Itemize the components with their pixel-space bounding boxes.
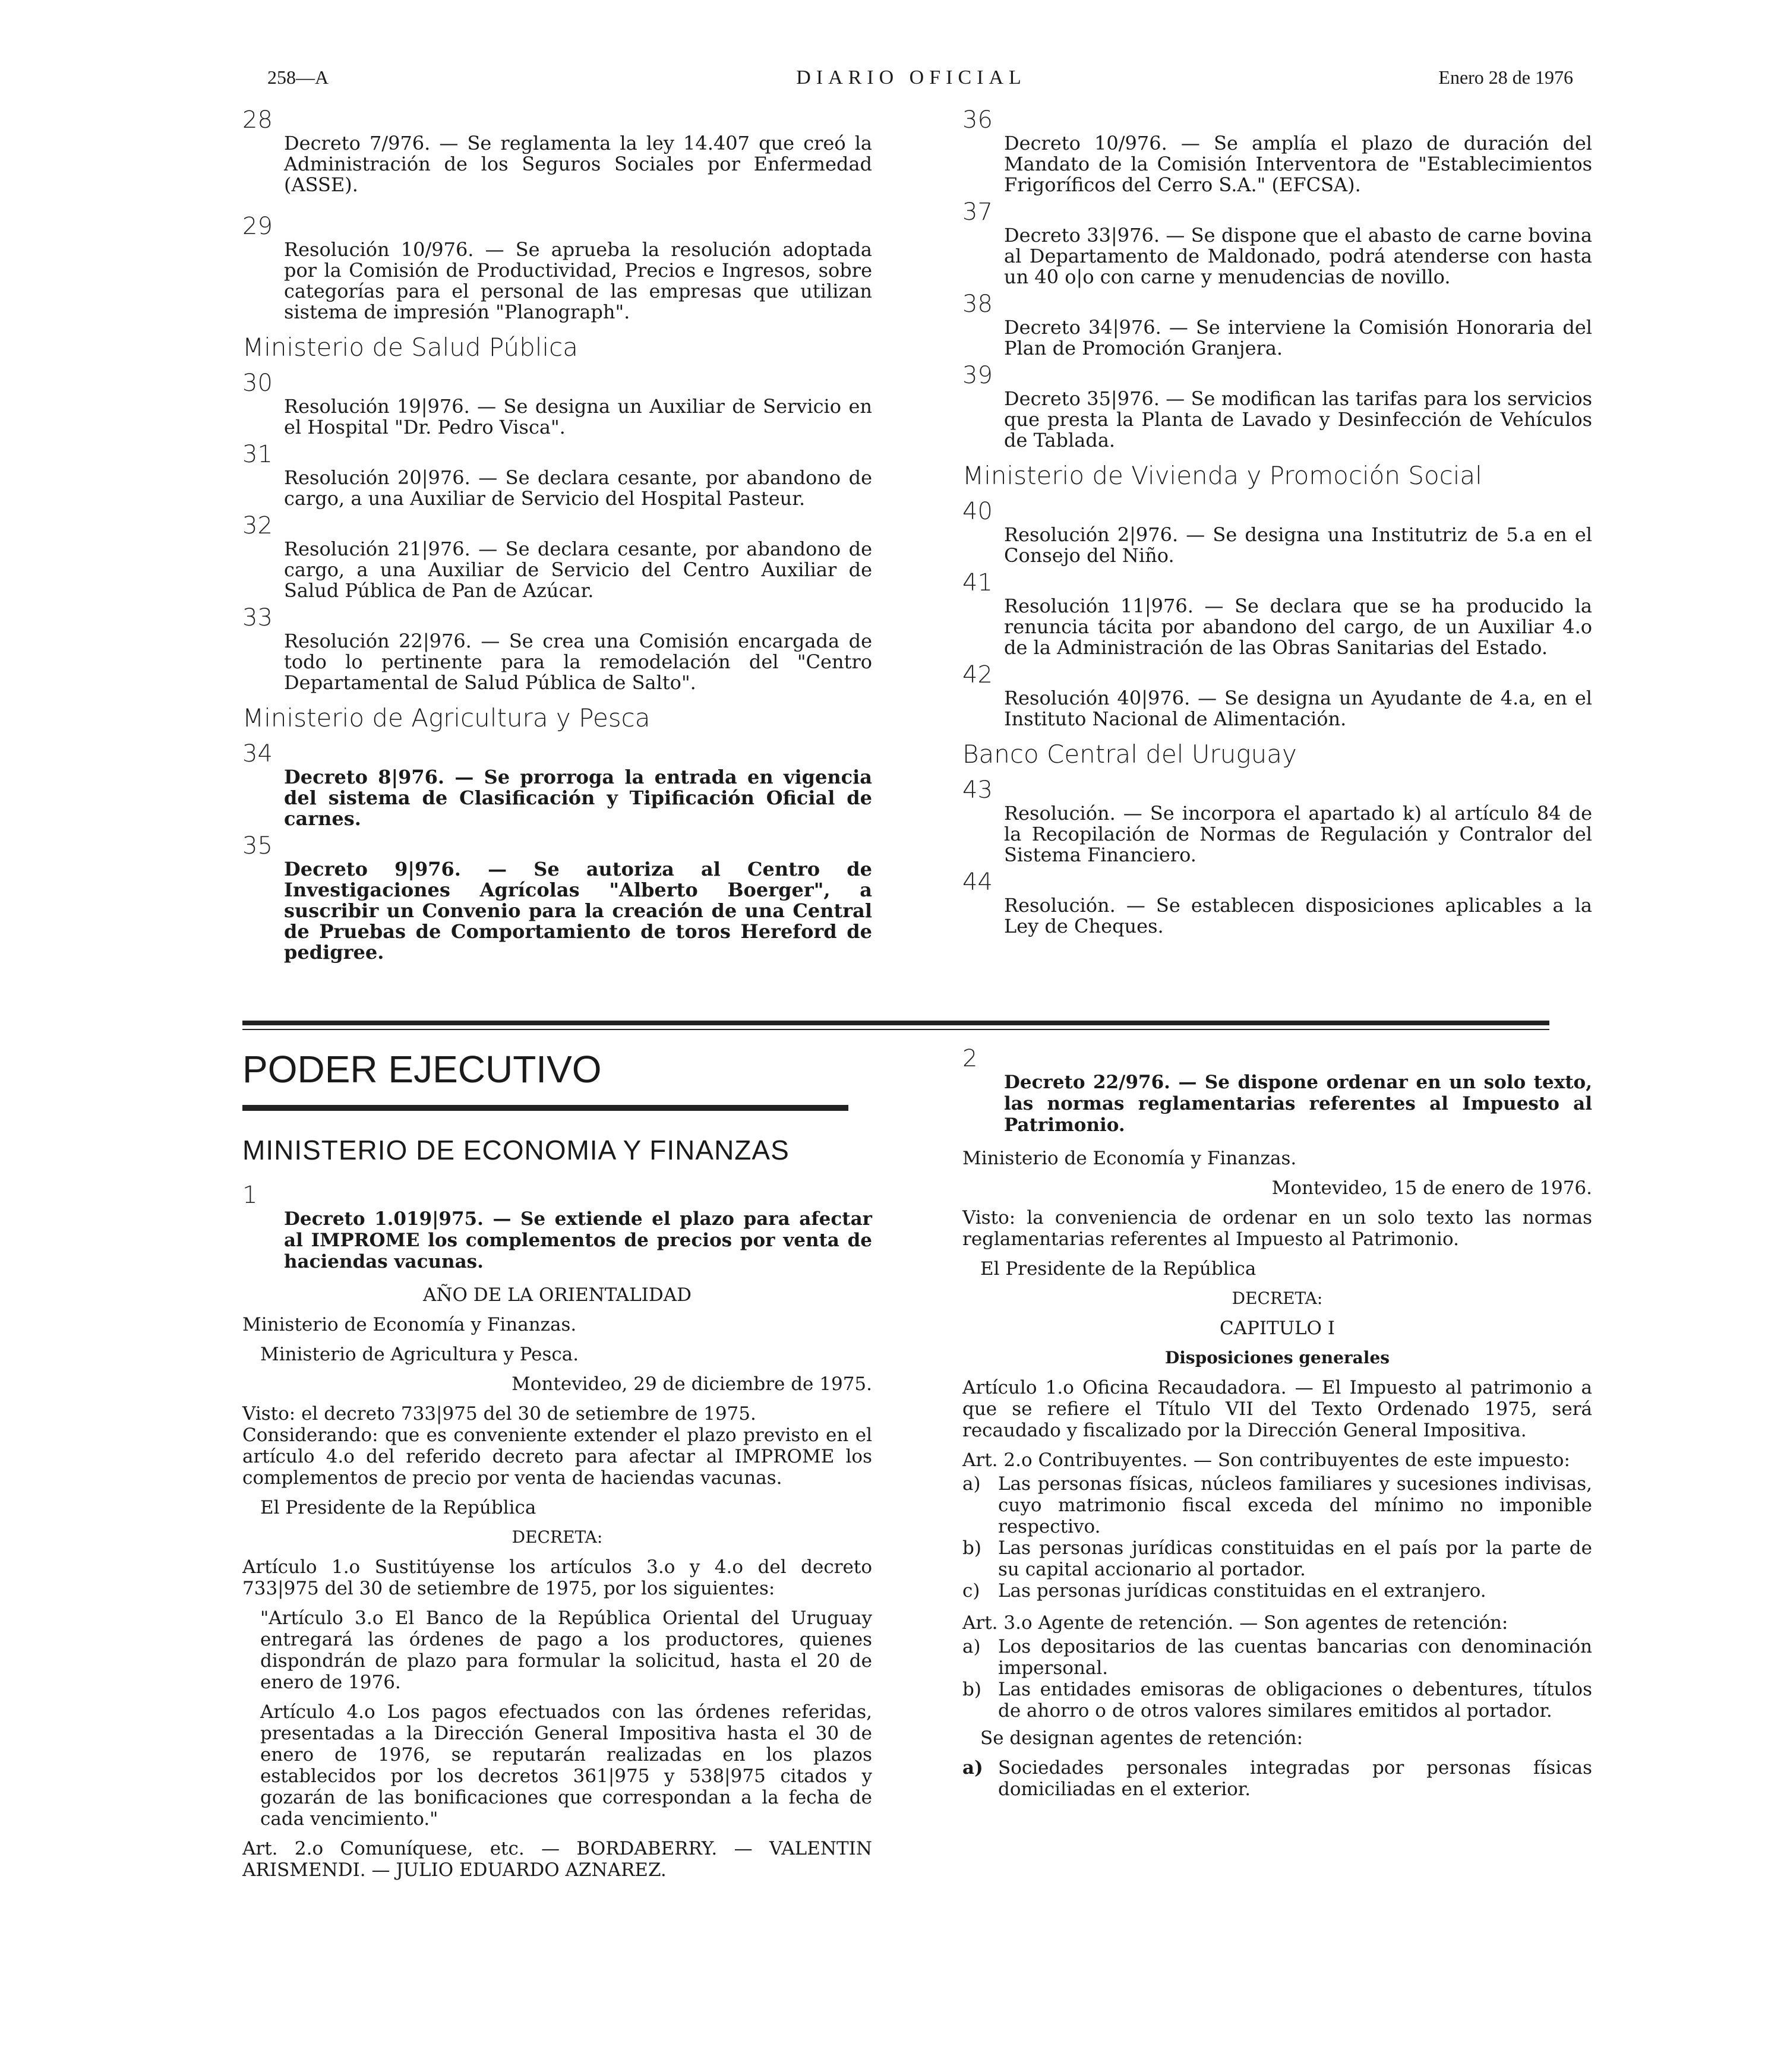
ministry-heading: Ministerio de Salud Pública bbox=[242, 333, 578, 362]
entry-text: Resolución 2|976. — Se designa una Institutriz de 5.a en el Consejo del Niño. bbox=[1004, 523, 1592, 567]
list-label: b) bbox=[962, 1679, 981, 1700]
entry-text: Resolución 20|976. — Se declara cesante, por abandono de cargo, a una Auxiliar de Servicio del Hospital Pasteur. bbox=[284, 466, 872, 510]
president-line: El Presidente de la República bbox=[980, 1258, 1256, 1280]
article-paragraph: Art. 2.o Comuníquese, etc. — BORDABERRY. — VALENTIN ARISMENDI. — JULIO EDUARDO AZNAREZ. bbox=[242, 1838, 872, 1881]
index-entry bbox=[242, 107, 872, 195]
place-date: Montevideo, 29 de diciembre de 1975. bbox=[512, 1373, 872, 1395]
list-text: Las personas jurídicas constituidas en el país por la parte de su capital accionario al portador. bbox=[998, 1537, 1592, 1580]
ministry-title: MINISTERIO DE ECONOMIA Y FINANZAS bbox=[242, 1135, 790, 1166]
list-label: a) bbox=[962, 1757, 983, 1779]
entry-text: Resolución. — Se establecen disposiciones aplicables a la Ley de Cheques. bbox=[1004, 894, 1592, 937]
section-divider bbox=[242, 1021, 1549, 1025]
article-paragraph: Artículo 1.o Oficina Recaudadora. — El Impuesto al patrimonio a que se refiere el Título VII del Texto Ordenado 1975, será recaudado y fiscalizado por la Dirección General Impositiva. bbox=[962, 1377, 1592, 1441]
entry-text: Decreto 9|976. — Se autoriza al Centro de Investigaciones Agrícolas "Alberto Boerger", a suscribir un Convenio para la creación de una Central de Pruebas de Comportamiento de toros Hereford de pedigree. bbox=[284, 858, 872, 964]
index-entry bbox=[962, 291, 1592, 359]
list-text: Las entidades emisoras de obligaciones o debentures, títulos de ahorro o de otros valores similares emitidos al portador. bbox=[998, 1679, 1592, 1722]
entry-text: Decreto 34|976. — Se interviene la Comisión Honoraria del Plan de Promoción Granjera. bbox=[1004, 316, 1592, 359]
right-index-column bbox=[962, 107, 1592, 940]
index-entry bbox=[242, 741, 872, 829]
entry-number: 42 bbox=[962, 661, 993, 688]
publication-title: DIARIO OFICIAL bbox=[796, 67, 1027, 89]
list-label: b) bbox=[962, 1537, 981, 1559]
page-header bbox=[250, 67, 1573, 96]
heading-bar bbox=[242, 1105, 848, 1111]
entry-text: Decreto 35|976. — Se modifican las tarifas para los servicios que presta la Planta de Lavado y Desinfección de Vehículos de Tablada. bbox=[1004, 387, 1592, 451]
entry-text: Resolución 22|976. — Se crea una Comisión encargada de todo lo pertinente para la remodelación del "Centro Departamental de Salud Pública de Salto". bbox=[284, 630, 872, 694]
list-item bbox=[962, 1580, 1592, 1602]
list-item bbox=[962, 1473, 1592, 1537]
considerando-paragraph: Considerando: que es conveniente extender el plazo previsto en el artículo 4.o del referido decreto para afectar al IMPROME los complementos de precio por venta de haciendas vacunas. bbox=[242, 1424, 872, 1489]
index-entry bbox=[962, 199, 1592, 288]
entry-number: 32 bbox=[242, 512, 273, 539]
quoted-article: Artículo 4.o Los pagos efectuados con las órdenes referidas, presentadas a la Dirección General Impositiva hasta el 30 de enero de 1976, se reputarán realizadas en los plazos establecidos por los decretos 361|975 y 538|975 citados y gozarán de las bonificaciones que correspondan a la fecha de cada vencimiento." bbox=[260, 1701, 872, 1830]
list-text: Sociedades personales integradas por personas físicas domiciliadas en el exterior. bbox=[998, 1757, 1592, 1800]
visto-paragraph: Visto: la conveniencia de ordenar en un solo texto las normas reglamentarias referentes al Impuesto al Patrimonio. bbox=[962, 1207, 1592, 1250]
lower-left-column bbox=[242, 1046, 872, 1889]
index-entry bbox=[242, 513, 872, 601]
list-text: Las personas físicas, núcleos familiares y sucesiones indivisas, cuyo matrimonio fiscal exceda del mínimo no imponible respectivo. bbox=[998, 1473, 1592, 1537]
article-paragraph: Artículo 1.o Sustitúyense los artículos 3.o y 4.o del decreto 733|975 del 30 de setiembre de 1975, por los siguientes: bbox=[242, 1556, 872, 1599]
ministry-line: Ministerio de Agricultura y Pesca. bbox=[260, 1344, 579, 1365]
chapter-subheading: Disposiciones generales bbox=[1164, 1348, 1390, 1367]
index-entry bbox=[242, 213, 872, 323]
index-entry bbox=[962, 570, 1592, 658]
president-line: El Presidente de la República bbox=[260, 1497, 536, 1518]
paragraph: Se designan agentes de retención: bbox=[980, 1727, 1303, 1749]
index-entry bbox=[962, 777, 1592, 866]
entry-text: Resolución 19|976. — Se designa un Auxiliar de Servicio en el Hospital "Dr. Pedro Visca". bbox=[284, 395, 872, 438]
index-entry bbox=[242, 605, 872, 693]
entry-number: 37 bbox=[962, 198, 993, 226]
list-item bbox=[962, 1636, 1592, 1679]
list-item bbox=[962, 1757, 1592, 1800]
entry-text: Resolución. — Se incorpora el apartado k) al artículo 84 de la Recopilación de Normas de Regulación y Contralor del Sistema Financiero. bbox=[1004, 802, 1592, 866]
ministry-heading: Ministerio de Agricultura y Pesca bbox=[242, 703, 651, 732]
item-summary: Decreto 22/976. — Se dispone ordenar en un solo texto, las normas reglamentarias referentes al Impuesto al Patrimonio. bbox=[1004, 1072, 1592, 1136]
list-label: a) bbox=[962, 1473, 981, 1495]
lower-right-column bbox=[962, 1046, 1592, 1800]
entry-number: 40 bbox=[962, 498, 993, 525]
entry-number: 34 bbox=[242, 740, 273, 767]
decreta-label: DECRETA: bbox=[1232, 1288, 1323, 1308]
entry-number: 28 bbox=[242, 106, 273, 134]
ministry-line: Ministerio de Economía y Finanzas. bbox=[242, 1314, 577, 1335]
index-entry bbox=[962, 662, 1592, 729]
entry-text: Decreto 8|976. — Se prorroga la entrada en vigencia del sistema de Clasificación y Tipificación Oficial de carnes. bbox=[284, 766, 872, 830]
item-number: 1 bbox=[242, 1182, 258, 1209]
entry-text: Decreto 10/976. — Se amplía el plazo de duración del Mandato de la Comisión Interventora de "Establecimientos Frigoríficos del Cerro S.A." (EFCSA). bbox=[1004, 132, 1592, 196]
entry-number: 36 bbox=[962, 106, 993, 134]
entry-number: 38 bbox=[962, 290, 993, 318]
entry-text: Resolución 21|976. — Se declara cesante, por abandono de cargo, a una Auxiliar de Servicio del Centro Auxiliar de Salud Pública de Pan de Azúcar. bbox=[284, 538, 872, 602]
index-entry bbox=[242, 833, 872, 963]
index-entry bbox=[242, 370, 872, 438]
index-entry bbox=[962, 362, 1592, 451]
item-summary: Decreto 1.019|975. — Se extiende el plazo para afectar al IMPROME los complementos de precios por venta de haciendas vacunas. bbox=[284, 1208, 872, 1272]
entry-number: 41 bbox=[962, 569, 993, 596]
entry-number: 33 bbox=[242, 604, 273, 631]
ministry-line: Ministerio de Economía y Finanzas. bbox=[962, 1148, 1297, 1169]
page-number: 258—A bbox=[267, 67, 329, 88]
entry-text: Resolución 11|976. — Se declara que se ha producido la renuncia tácita por abandono del cargo, de un Auxiliar 4.o de la Administración de las Obras Sanitarias del Estado. bbox=[1004, 595, 1592, 659]
index-entry bbox=[962, 498, 1592, 566]
list-label: c) bbox=[962, 1580, 980, 1602]
entry-number: 35 bbox=[242, 832, 273, 860]
decreta-label: DECRETA: bbox=[512, 1527, 603, 1547]
quoted-article: "Artículo 3.o El Banco de la República Oriental del Uruguay entregará las órdenes de pago a los productores, quienes dispondrán de plazo para formular la solicitud, hasta el 20 de enero de 1976. bbox=[260, 1607, 872, 1693]
entry-text: Decreto 7/976. — Se reglamenta la ley 14.407 que creó la Administración de los Seguros Sociales por Enfermedad (ASSE). bbox=[284, 132, 872, 196]
list-item bbox=[962, 1679, 1592, 1722]
index-entry bbox=[962, 869, 1592, 937]
item-number: 2 bbox=[962, 1045, 978, 1072]
ministry-heading: Ministerio de Vivienda y Promoción Social bbox=[962, 461, 1482, 490]
list-item bbox=[962, 1537, 1592, 1580]
visto-paragraph: Visto: el decreto 733|975 del 30 de setiembre de 1975. bbox=[242, 1403, 756, 1424]
entry-text: Decreto 33|976. — Se dispone que el abasto de carne bovina al Departamento de Maldonado, podrá atenderse con hasta un 40 o|o con carne y menudencias de novillo. bbox=[1004, 224, 1592, 288]
list-text: Los depositarios de las cuentas bancarias con denominación impersonal. bbox=[998, 1636, 1592, 1679]
list-text: Las personas jurídicas constituidas en el extranjero. bbox=[998, 1580, 1486, 1602]
place-date: Montevideo, 15 de enero de 1976. bbox=[1271, 1177, 1592, 1199]
ministry-heading: Banco Central del Uruguay bbox=[962, 740, 1297, 769]
entry-number: 30 bbox=[242, 369, 273, 397]
chapter-heading: CAPITULO I bbox=[1219, 1318, 1335, 1339]
index-entry bbox=[242, 441, 872, 509]
entry-number: 39 bbox=[962, 362, 993, 389]
entry-number: 43 bbox=[962, 776, 993, 804]
left-index-column bbox=[242, 107, 872, 966]
section-divider-thin bbox=[242, 1029, 1549, 1030]
section-title: PODER EJECUTIVO bbox=[242, 1048, 602, 1091]
entry-text: Resolución 40|976. — Se designa un Ayudante de 4.a, en el Instituto Nacional de Alimentación. bbox=[1004, 687, 1592, 730]
entry-number: 31 bbox=[242, 441, 273, 468]
article-paragraph: Art. 2.o Contribuyentes. — Son contribuyentes de este impuesto: bbox=[962, 1449, 1570, 1471]
entry-text: Resolución 10/976. — Se aprueba la resolución adoptada por la Comisión de Productividad, Precios e Ingresos, sobre categorías para el personal de las empresas que utilizan sistema de impresión "Planograph". bbox=[284, 238, 872, 323]
entry-number: 44 bbox=[962, 868, 993, 896]
issue-date: Enero 28 de 1976 bbox=[1438, 67, 1573, 88]
entry-number: 29 bbox=[242, 213, 273, 240]
article-paragraph: Art. 3.o Agente de retención. — Son agentes de retención: bbox=[962, 1612, 1508, 1634]
list-label: a) bbox=[962, 1636, 981, 1657]
index-entry bbox=[962, 107, 1592, 195]
year-motto: AÑO DE LA ORIENTALIDAD bbox=[423, 1284, 692, 1306]
